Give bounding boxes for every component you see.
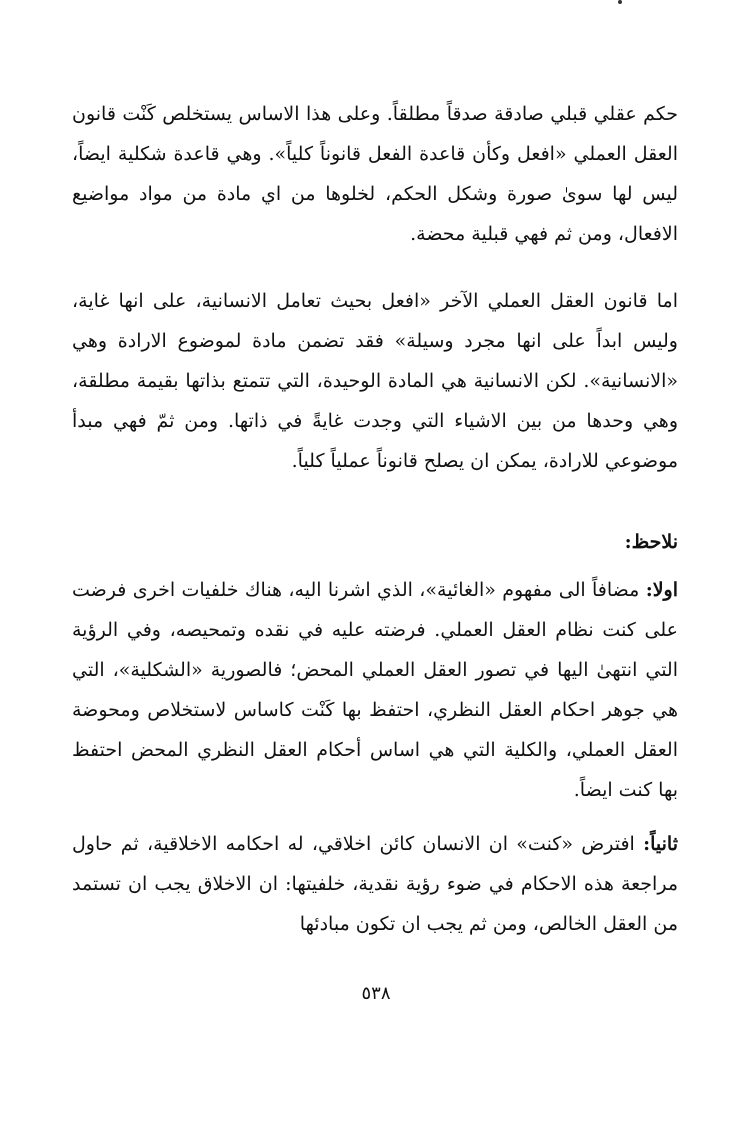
point-text: مضافاً الى مفهوم «الغائية»، الذي اشرنا اليه، هناك خلفيات اخرى فرضت على كنت نظام العقل العملي. فرضته عليه في نقده وتمحيصه، وفي الرؤية التي انتهىٰ اليها في تصور العقل العملي المحض؛ فالصورية «الشكلية»، التي هي جوهر احكام العقل النظري، احتفظ بها كَنْت كاساس لاستخلاص ومحوضة العقل العملي، والكلية التي هي اساس أحكام العقل النظري المحض احتفظ بها كنت ايضاً. [72,579,678,801]
paragraph-humanity-law [72,281,678,481]
page-number: ٥٣٨ [361,983,391,1004]
note-point-first [72,570,678,810]
paragraph-kant-formal-law [72,94,678,254]
paragraph-text: حكم عقلي قبلي صادقة صدقاً مطلقاً. وعلى هذا الاساس يستخلص كَنْت قانون العقل العملي «افعل وكأن قاعدة الفعل قانوناً كلياً». وهي قاعدة شكلية ايضاً، ليس لها سوىٰ صورة وشكل الحكم، لخلوها من اي مادة من مواد مواضيع الافعال، ومن ثم فهي قبلية محضة. [72,103,678,245]
note-point-second [72,824,678,944]
point-label: ثانياً: [643,833,678,855]
notes-heading: نلاحظ: [624,531,678,553]
paragraph-text: اما قانون العقل العملي الآخر «افعل بحيث تعامل الانسانية، على انها غاية، وليس ابداً على انها مجرد وسيلة» فقد تضمن مادة لموضوع الارادة وهي «الانسانية». لكن الانسانية هي المادة الوحيدة، التي تتمتع بذاتها بقيمة مطلقة، وهي وحدها من بين الاشياء التي وجدت غايةً في ذاتها. ومن ثمّ فهي مبدأ موضوعي للارادة، يمكن ان يصلح قانوناً عملياً كلياً. [72,290,678,472]
scan-speck [618,0,622,4]
point-label: اولا: [645,579,678,601]
point-text: افترض «كنت» ان الانسان كائن اخلاقي، له احكامه الاخلاقية، ثم حاول مراجعة هذه الاحكام في ضوء رؤية نقدية، خلفيتها: ان الاخلاق يجب ان تستمد من العقل الخالص، ومن ثم يجب ان تكون مبادئها [72,833,678,935]
